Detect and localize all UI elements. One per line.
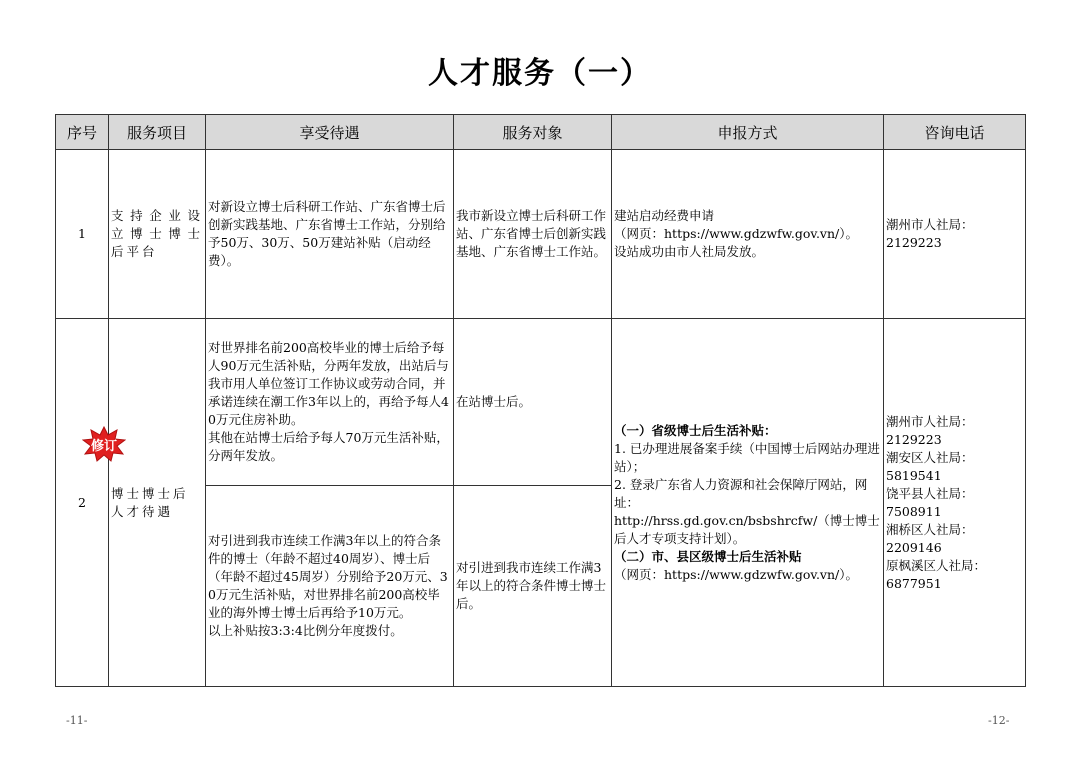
phone-number: 7508911 — [886, 503, 942, 519]
header-no: 序号 — [56, 115, 109, 150]
row1-apply — [612, 150, 884, 319]
row2-benefit-b-text2: 以上补贴按3:3:4比例分年度拨付。 — [208, 623, 403, 638]
row2-benefit-a-text: 对世界排名前200高校毕业的博士后给予每人90万元生活补贴，分两年发放，出站后与我市用人单位签订工作协议或劳动合同，并承诺连续在潮工作3年以上的，再给予每人40万元住房补助。 — [208, 340, 449, 427]
phone-number: 2129223 — [886, 431, 942, 447]
phone-label: 原枫溪区人社局： — [886, 557, 987, 573]
phone-label: 湘桥区人社局： — [886, 521, 974, 537]
row1-no: 1 — [56, 150, 109, 319]
row2-apply-url: http://hrss.gd.gov.cn/bsbshrcfw/（博士博士后人才专项支持计划）。 — [614, 512, 880, 546]
stamp-label: 修订 — [90, 439, 117, 454]
row1-apply-line3: 设站成功由市人社局发放。 — [614, 244, 765, 259]
phone-label: 潮安区人社局： — [886, 449, 974, 465]
phone-number: 5819541 — [886, 467, 942, 483]
row1-apply-line2: （网页：https://www.gdzwfw.gov.vn/）。 — [614, 226, 858, 241]
row2-apply-step2: 2. 登录广东省人力资源和社会保障厅网站，网址： — [614, 476, 868, 510]
row1-phone-label: 潮州市人社局： — [886, 217, 974, 232]
row1-phone — [884, 150, 1026, 319]
row2-phones — [884, 319, 1026, 687]
row2-target-a: 在站博士后。 — [454, 319, 612, 486]
row2-apply-step1: 1. 已办理进展备案手续（中国博士后网站办理进站）； — [614, 440, 880, 474]
table-row — [56, 150, 1026, 319]
row2-benefit-b — [206, 486, 454, 687]
header-apply: 申报方式 — [612, 115, 884, 150]
row1-item: 支持企业设立博士博士后平台 — [109, 150, 206, 319]
phone-label: 饶平县人社局： — [886, 485, 974, 501]
row1-apply-line1: 建站启动经费申请 — [614, 208, 715, 223]
row2-no: 2 — [56, 319, 109, 687]
row2-item: 博士博士后人才待遇 — [109, 319, 206, 687]
page-number-right: -12- — [988, 714, 1010, 727]
header-benefit: 享受待遇 — [206, 115, 454, 150]
row2-apply-heading1: （一）省级博士后生活补贴： — [614, 422, 777, 438]
row1-benefit: 对新设立博士后科研工作站、广东省博士后创新实践基地、广东省博士工作站，分别给予50万、30万、50万建站补贴（启动经费）。 — [206, 150, 454, 319]
row2-benefit-a-text2: 其他在站博士后给予每人70万元生活补贴，分两年发放。 — [208, 430, 449, 463]
row1-target: 我市新设立博士后科研工作站、广东省博士后创新实践基地、广东省博士工作站。 — [454, 150, 612, 319]
table-row — [56, 319, 1026, 486]
row2-benefit-b-text: 对引进到我市连续工作满3年以上的符合条件的博士（年龄不超过40周岁）、博士后（年龄不超过45周岁）分别给予20万元、30万元生活补贴，对世界排名前200高校毕业的海外博士博士后再给予10万元。 — [208, 533, 448, 620]
phone-number: 6877951 — [886, 575, 942, 591]
service-table — [55, 114, 1026, 687]
phone-label: 潮州市人社局： — [886, 413, 974, 429]
header-item: 服务项目 — [109, 115, 206, 150]
page-title: 人才服务（一） — [428, 56, 652, 91]
header-target: 服务对象 — [454, 115, 612, 150]
row2-apply-heading2: （二）市、县区级博士后生活补贴 — [614, 548, 802, 564]
page-number-left: -11- — [66, 714, 88, 727]
row2-target-b: 对引进到我市连续工作满3年以上的符合条件博士博士后。 — [454, 486, 612, 687]
row2-benefit-a — [206, 319, 454, 486]
phone-number: 2209146 — [886, 539, 942, 555]
table-header-row — [56, 115, 1026, 150]
row2-apply-web: （网页：https://www.gdzwfw.gov.vn/）。 — [614, 566, 858, 582]
revision-stamp — [82, 426, 126, 462]
header-phone: 咨询电话 — [884, 115, 1026, 150]
row2-apply — [612, 319, 884, 687]
row1-phone-number: 2129223 — [886, 235, 942, 250]
